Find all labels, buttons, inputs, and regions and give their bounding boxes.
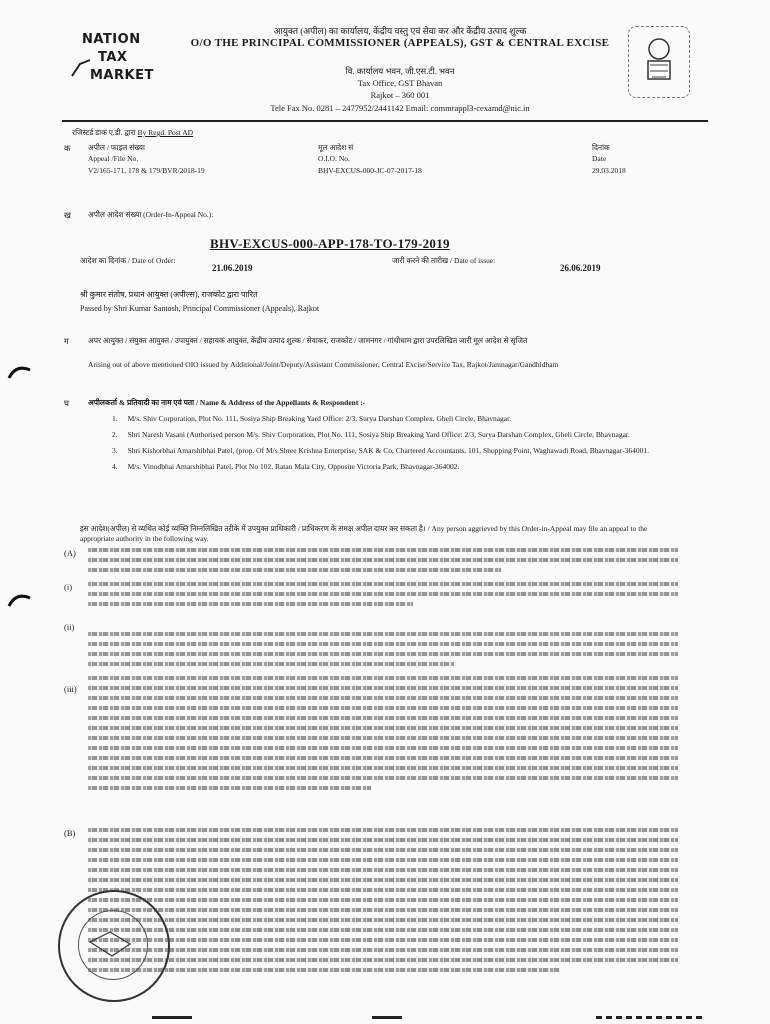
party-number: 1. (112, 414, 118, 423)
point-i-label: (i) (64, 582, 73, 592)
logo-line-2: TAX (98, 50, 128, 65)
address-line-1: वि. कार्यालय भवन, जी.एस.टी. भवन (345, 66, 455, 76)
point-a-label: (A) (64, 548, 76, 558)
oio-label: O.I.O. No. (318, 154, 350, 163)
registered-post-label (72, 128, 193, 138)
reg-label-english: By Regd. Post AD (137, 128, 194, 137)
footer-mark (596, 1016, 706, 1019)
party-item (112, 462, 692, 472)
item-label-a: क (64, 143, 71, 153)
item-label-b: ख (64, 210, 71, 220)
address-line-3: Rajkot – 360 001 (370, 90, 430, 100)
point-ii-label: (ii) (64, 622, 75, 632)
item-label-g: ग (64, 336, 69, 346)
party-item (112, 430, 692, 440)
party-text: Shri Naresh Vasani (Authorised person M/s. Shiv Corporation, Plot No. 111, Sosiya Ship Breaking Yard Office: 2/3, Surya Darshan Complex, Gheli Circle, Bhavnagar. (127, 430, 630, 439)
footer-mark (372, 1016, 402, 1019)
paragraph-b (88, 828, 678, 972)
point-iii-label: (iii) (64, 684, 77, 694)
date-value: 29.03.2018 (592, 166, 626, 175)
date-label-hindi: दिनांक (592, 143, 610, 152)
logo-line-3: MARKET (90, 68, 154, 83)
party-number: 3. (112, 446, 118, 455)
party-item (112, 414, 692, 424)
office-name-english: O/O THE PRINCIPAL COMMISSIONER (APPEALS), GST & CENTRAL EXCISE (190, 37, 610, 49)
date-label: Date (592, 154, 607, 163)
party-number: 4. (112, 462, 118, 471)
nation-tax-market-logo (70, 28, 180, 90)
party-text: M/s. Vinodbhai Amarshibhai Patel, Plot No 102, Ratan Mala City, Opposite Victoria Park, Bhavnagar-364002. (127, 462, 460, 471)
national-emblem-icon (628, 26, 690, 98)
arising-out-english: Arising out of above mentioned OIO issued by Additional/Joint/Deputy/Assistant Commissioner, Central Excise/Service Tax, Rajkot/Jamnagar/Gandhidham (88, 360, 559, 369)
hole-punch-mark-icon (6, 590, 36, 610)
party-text: M/s. Shiv Corporation, Plot No. 111, Sosiya Ship Breaking Yard Office: 2/3, Surya Darshan Complex, Gheli Circle, Bhavnagar. (127, 414, 512, 423)
oio-value: BHV-EXCUS-000-JC-07-2017-18 (318, 166, 422, 175)
oio-label-hindi: मूल आदेश सं (318, 143, 354, 152)
order-in-appeal-number: BHV-EXCUS-000-APP-178-TO-179-2019 (210, 236, 450, 251)
reg-label-hindi: रजिस्टर्ड डाक ए.डी. द्वारा (72, 128, 136, 137)
date-of-order-label: आदेश का दिनांक / Date of Order: (80, 256, 176, 265)
date-of-order-value: 21.06.2019 (212, 263, 253, 273)
party-text: Shri Kishorbhai Amarshibhai Patel, (prop. Of M/s Shree Krishna Enterprise, SAK & Co, Chartered Accountants, 101, Shopping Point, Waghawadi Road, Bhavnagar-364001. (127, 446, 649, 455)
paragraph-i (88, 582, 678, 606)
party-item (112, 446, 692, 456)
official-seal-stamp (58, 890, 170, 1002)
appeal-no-label-hindi: अपील / फाइल संख्या (88, 143, 145, 152)
party-number: 2. (112, 430, 118, 439)
item-label-d: घ (64, 398, 70, 408)
order-no-label: अपील आदेश संख्या (Order-In-Appeal No.): (88, 210, 214, 219)
logo-swoosh-icon (70, 58, 92, 80)
office-name-hindi: आयुक्त (अपील) का कार्यालय, केंद्रीय वस्तु एवं सेवा कर और केंद्रीय उत्पाद शुल्क (273, 26, 527, 36)
appeal-note: इस आदेश(अपील) से व्यथित कोई व्यक्ति निम्नलिखित तरीके में उपयुक्त प्राधिकारी / प्राधिकरण के समक्ष अपील दायर कर सकता है। / Any person aggrieved by this Order-in-Appeal may file an appeal to the appropriate authority in the following way. (80, 524, 648, 543)
arising-out-hindi: अपर आयुक्त / संयुक्त आयुक्त / उपायुक्त / सहायक आयुक्त, केंद्रीय उत्पाद शुल्क / सेवाकर, राजकोट / जामनगर / गांधीधाम द्वारा उपरलिखित जारी मूल आदेश से सृजित (88, 336, 528, 345)
appeal-no-label: Appeal /File No. (88, 154, 139, 163)
footer-mark (152, 1016, 192, 1019)
address-line-2: Tax Office, GST Bhavan (357, 78, 443, 88)
parties-label: अपीलकर्ता & प्रतिवादी का नाम एवं पता / Name & Address of the Appellants & Respondent :- (88, 398, 366, 407)
appeal-no-value: V2/165-171, 178 & 179/BVR/2018-19 (88, 166, 205, 175)
paragraph-ii (88, 632, 678, 666)
date-of-issue-label: जारी करने की तारीख / Date of issue: (392, 256, 496, 265)
passed-by: Passed by Shri Kumar Santosh, Principal Commissioner (Appeals), Rajkot (80, 304, 320, 313)
point-b-label: (B) (64, 828, 76, 838)
paragraph-iii (88, 676, 678, 790)
header-divider (62, 120, 708, 122)
logo-line-1: NATION (82, 32, 141, 47)
contact-line: Tele Fax No. 0281 – 2477952/2441142 Email: commrappl3-cexamd@nic.in (270, 103, 530, 113)
passed-by-hindi: श्री कुमार संतोष, प्रधान आयुक्त (अपील्स), राजकोट द्वारा पारित (80, 290, 258, 299)
paragraph-a (88, 548, 678, 572)
date-of-issue-value: 26.06.2019 (560, 263, 601, 273)
parties-list (112, 414, 692, 478)
hole-punch-mark-icon (6, 362, 36, 382)
